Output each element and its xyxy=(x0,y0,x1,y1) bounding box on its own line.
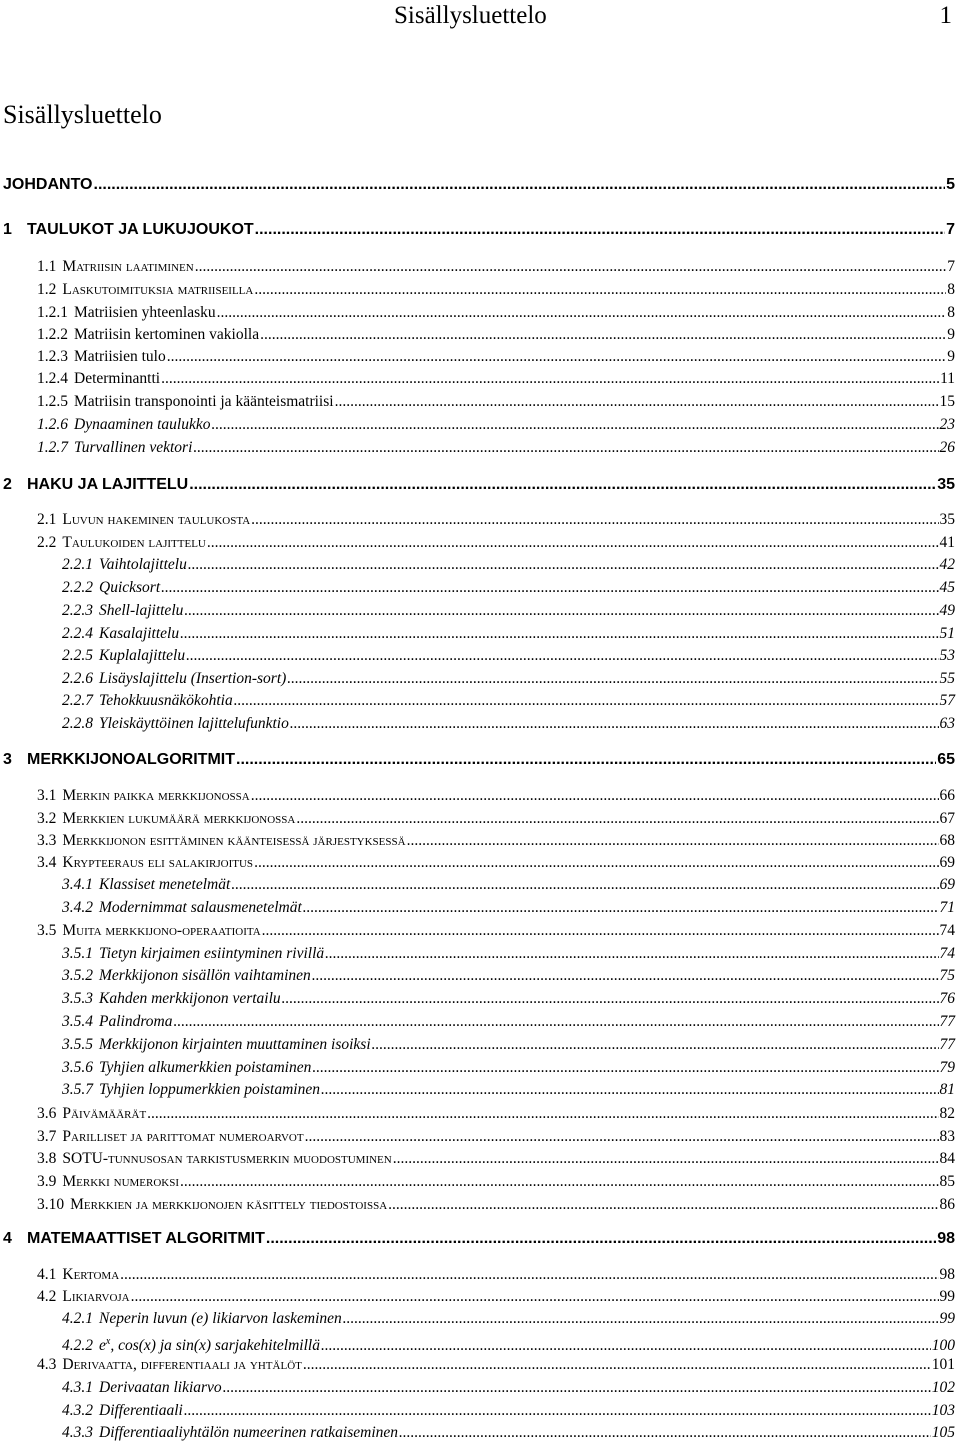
toc-entry-title: Derivaatta, differentiaali ja yhtälöt xyxy=(62,1356,302,1373)
toc-leader-dots xyxy=(207,532,939,554)
toc-entry[interactable] xyxy=(62,713,955,735)
toc-entry[interactable] xyxy=(37,324,955,346)
toc-entry-number: 3.5.5 xyxy=(62,1036,93,1053)
toc-entry-number: 3.5.1 xyxy=(62,945,93,962)
toc-entry-number: 4.1 xyxy=(37,1266,57,1283)
toc-entry-title: Dynaaminen taulukko xyxy=(74,416,211,433)
toc-entry-title: $e^x$, cos(x) ja sin(x) sarjakehitelmillä xyxy=(99,1336,320,1355)
toc-entry-page: 98 xyxy=(937,1230,955,1247)
toc-entry-page: 86 xyxy=(939,1196,955,1213)
toc-entry[interactable] xyxy=(37,437,955,459)
toc-entry-title: Kasalajittelu xyxy=(99,625,180,642)
toc-entry-title: Päivämäärät xyxy=(62,1105,147,1122)
toc-entry-title: MERKKIJONOALGORITMIT xyxy=(27,751,235,768)
toc-leader-dots xyxy=(217,302,947,324)
toc-entry-page: 100 xyxy=(931,1337,955,1355)
toc-entry-page: 69 xyxy=(939,854,955,871)
toc-entry-title: JOHDANTO xyxy=(3,176,93,193)
toc-entry[interactable] xyxy=(62,874,955,896)
toc-entry-title: HAKU JA LAJITTELU xyxy=(27,476,189,493)
toc-entry-title: TAULUKOT JA LUKUJOUKOT xyxy=(27,221,254,238)
toc-entry-number: 2.2.4 xyxy=(62,625,93,642)
toc-entry[interactable] xyxy=(37,1171,955,1193)
toc-entry-title: Taulukoiden lajittelu xyxy=(62,534,206,551)
toc-entry[interactable] xyxy=(37,1194,955,1216)
toc-entry-number: 3.9 xyxy=(37,1173,57,1190)
toc-leader-dots xyxy=(254,852,938,874)
toc-entry-number: 2.2.1 xyxy=(62,556,93,573)
toc-entry-title: Krypteeraus eli salakirjoitus xyxy=(62,854,254,871)
toc-entry-title: Likiarvoja xyxy=(62,1288,130,1305)
toc-leader-dots xyxy=(262,920,939,942)
toc-entry[interactable] xyxy=(3,219,955,241)
toc-entry-page: 98 xyxy=(939,1266,955,1283)
toc-entry-title: Luvun hakeminen taulukosta xyxy=(62,511,251,528)
toc-entry-page: 75 xyxy=(939,967,955,984)
toc-entry-number: 4.3.3 xyxy=(62,1424,93,1441)
toc-leader-dots xyxy=(305,1126,939,1148)
toc-entry-page: 74 xyxy=(939,922,955,939)
toc-leader-dots xyxy=(260,324,946,346)
toc-leader-dots xyxy=(399,1422,931,1444)
toc-entry-title: Matriisin kertominen vakiolla xyxy=(74,326,260,343)
toc-entry[interactable] xyxy=(3,474,955,496)
toc-entry[interactable] xyxy=(62,668,955,690)
header-title: Sisällysluettelo xyxy=(394,2,547,29)
toc-entry[interactable] xyxy=(37,1264,955,1286)
toc-entry-title: Differentiaaliyhtälön numeerinen ratkaiseminen xyxy=(99,1424,399,1441)
toc-entry[interactable] xyxy=(62,1079,955,1101)
page-header xyxy=(0,0,960,34)
toc-entry-title: Laskutoimituksia matriiseilla xyxy=(62,281,254,298)
toc-entry-page: 74 xyxy=(939,945,955,962)
toc-leader-dots xyxy=(282,988,939,1010)
toc-entry[interactable] xyxy=(62,1400,955,1422)
toc-entry-title: Muita merkkijono-operaatioita xyxy=(62,922,261,939)
toc-leader-dots xyxy=(180,1171,938,1193)
toc-entry[interactable] xyxy=(37,1286,955,1308)
toc-leader-dots xyxy=(312,1057,938,1079)
toc-entry[interactable] xyxy=(62,1011,955,1033)
toc-entry-number: 1.2.4 xyxy=(37,370,68,387)
toc-leader-dots xyxy=(167,346,947,368)
toc-entry-page: 51 xyxy=(939,625,955,642)
toc-entry-number: 1.2 xyxy=(37,281,57,298)
toc-entry[interactable] xyxy=(37,920,955,942)
toc-entry-number: 3.5.7 xyxy=(62,1081,93,1098)
toc-entry-number: 2.2.3 xyxy=(62,602,93,619)
toc-entry-title: Merkkijonon esittäminen käänteisessä järjestyksessä xyxy=(62,832,406,849)
toc-entry-title: MATEMAATTISET ALGORITMIT xyxy=(27,1230,265,1247)
toc-leader-dots xyxy=(223,1377,931,1399)
toc-leader-dots xyxy=(343,1308,939,1330)
toc-entry[interactable] xyxy=(37,1148,955,1170)
toc-entry[interactable] xyxy=(62,600,955,622)
toc-leader-dots xyxy=(296,808,938,830)
toc-entry-number: 2.2.5 xyxy=(62,647,93,664)
toc-leader-dots xyxy=(193,437,938,459)
toc-entry-number: 4.3 xyxy=(37,1356,57,1373)
toc-entry-number: 2.2 xyxy=(37,534,57,551)
header-page-number: 1 xyxy=(939,2,952,29)
toc-entry-page: 49 xyxy=(939,602,955,619)
toc-entry-number: 2 xyxy=(3,476,12,493)
toc-entry[interactable] xyxy=(62,988,955,1010)
toc-entry[interactable] xyxy=(37,808,955,830)
toc-leader-dots xyxy=(184,1400,931,1422)
toc-entry-title: Tyhjien loppumerkkien poistaminen xyxy=(99,1081,320,1098)
toc-entry-number: 3.5.3 xyxy=(62,990,93,1007)
toc-entry-number: 4.2 xyxy=(37,1288,57,1305)
toc-leader-dots xyxy=(184,600,938,622)
toc-entry[interactable] xyxy=(62,554,955,576)
toc-entry-title: Derivaatan likiarvo xyxy=(99,1379,222,1396)
toc-entry[interactable] xyxy=(37,1354,955,1376)
toc-entry[interactable] xyxy=(3,1228,955,1250)
toc-entry-page: 76 xyxy=(939,990,955,1007)
toc-entry[interactable] xyxy=(37,302,955,324)
toc-leader-dots xyxy=(161,577,938,599)
toc-entry-title: Tyhjien alkumerkkien poistaminen xyxy=(99,1059,312,1076)
toc-entry[interactable] xyxy=(62,1057,955,1079)
toc-entry-page: 79 xyxy=(939,1059,955,1076)
toc-entry-title: Yleiskäyttöinen lajittelufunktio xyxy=(99,715,289,732)
toc-leader-dots xyxy=(231,874,938,896)
toc-leader-dots xyxy=(335,391,939,413)
toc-entry-title: Merkkien lukumäärä merkkijonossa xyxy=(62,810,296,827)
toc-entry-title: Matriisien tulo xyxy=(74,348,166,365)
toc-leader-dots xyxy=(372,1034,939,1056)
toc-entry-page: 81 xyxy=(939,1081,955,1098)
toc-entry-number: 3.3 xyxy=(37,832,57,849)
toc-entry-number: 1.2.6 xyxy=(37,416,68,433)
toc-entry-page: 66 xyxy=(939,787,955,804)
toc-entry-page: 71 xyxy=(939,899,955,916)
toc-entry-number: 3.4.2 xyxy=(62,899,93,916)
toc-entry[interactable] xyxy=(62,1422,955,1444)
toc-entry-title: Quicksort xyxy=(99,579,161,596)
toc-entry-page: 63 xyxy=(939,715,955,732)
toc-entry-title: Merkki numeroksi xyxy=(62,1173,180,1190)
toc-entry-page: 84 xyxy=(939,1150,955,1167)
toc-entry-number: 3.4.1 xyxy=(62,876,93,893)
toc-entry-page: 9 xyxy=(947,348,955,365)
toc-entry[interactable] xyxy=(3,174,955,196)
toc-leader-dots xyxy=(321,1079,939,1101)
toc-entry-title: Parilliset ja parittomat numeroarvot xyxy=(62,1128,304,1145)
toc-entry[interactable] xyxy=(37,346,955,368)
toc-entry-title: Vaihtolajittelu xyxy=(99,556,187,573)
toc-entry-number: 3.5.6 xyxy=(62,1059,93,1076)
toc-entry-page: 8 xyxy=(947,304,955,321)
toc-entry-number: 2.2.2 xyxy=(62,579,93,596)
toc-entry[interactable] xyxy=(62,943,955,965)
toc-entry-title: Turvallinen vektori xyxy=(74,439,193,456)
toc-entry-number: 3.10 xyxy=(37,1196,65,1213)
toc-entry-page: 35 xyxy=(939,511,955,528)
toc-entry-page: 105 xyxy=(931,1424,955,1441)
toc-leader-dots xyxy=(407,830,939,852)
toc-entry-page: 23 xyxy=(939,416,955,433)
toc-leader-dots xyxy=(393,1148,939,1170)
toc-entry-title: Lisäyslajittelu (Insertion-sort) xyxy=(99,670,287,687)
toc-entry-page: 7 xyxy=(947,258,955,275)
toc-leader-dots xyxy=(234,690,939,712)
toc-entry-page: 99 xyxy=(939,1288,955,1305)
toc-entry[interactable] xyxy=(62,577,955,599)
toc-leader-dots xyxy=(266,1228,936,1250)
toc-entry-number: 3.7 xyxy=(37,1128,57,1145)
toc-entry-page: 9 xyxy=(947,326,955,343)
toc-entry-page: 85 xyxy=(939,1173,955,1190)
toc-leader-dots xyxy=(147,1103,938,1125)
toc-entry-title: Kuplalajittelu xyxy=(99,647,186,664)
toc-entry-title: Determinantti xyxy=(74,370,161,387)
toc-entry[interactable] xyxy=(62,645,955,667)
toc-leader-dots xyxy=(180,623,938,645)
toc-entry-title: Merkkijonon sisällön vaihtaminen xyxy=(99,967,311,984)
toc-entry-number: 1.2.3 xyxy=(37,348,68,365)
toc-leader-dots xyxy=(131,1286,939,1308)
toc-entry-number: 4.3.1 xyxy=(62,1379,93,1396)
toc-entry-page: 65 xyxy=(937,751,955,768)
toc-entry-page: 67 xyxy=(939,810,955,827)
toc-entry-number: 3.2 xyxy=(37,810,57,827)
toc-leader-dots xyxy=(173,1011,938,1033)
toc-entry-number: 1.2.5 xyxy=(37,393,68,410)
toc-entry-number: 3.5.2 xyxy=(62,967,93,984)
toc-entry-page: 77 xyxy=(939,1013,955,1030)
toc-entry-page: 83 xyxy=(939,1128,955,1145)
toc-entry[interactable] xyxy=(37,279,955,301)
toc-entry[interactable] xyxy=(37,256,955,278)
toc-entry[interactable] xyxy=(37,414,955,436)
toc-entry-page: 7 xyxy=(946,221,955,238)
toc-leader-dots xyxy=(290,713,939,735)
toc-entry-page: 11 xyxy=(940,370,955,387)
toc-leader-dots xyxy=(325,943,938,965)
toc-leader-dots xyxy=(388,1194,938,1216)
toc-entry-number: 4.2.1 xyxy=(62,1310,93,1327)
toc-leader-dots xyxy=(254,279,946,301)
toc-entry-number: 1 xyxy=(3,221,12,238)
toc-entry-number: 2.2.7 xyxy=(62,692,93,709)
toc-entry-number: 1.2.7 xyxy=(37,439,68,456)
toc-entry-title: Tietyn kirjaimen esiintyminen rivillä xyxy=(99,945,325,962)
toc-entry[interactable] xyxy=(37,852,955,874)
toc-entry-title: Modernimmat salausmenetelmät xyxy=(99,899,302,916)
toc-entry-number: 2.2.6 xyxy=(62,670,93,687)
toc-entry-page: 8 xyxy=(947,281,955,298)
toc-entry-number: 4.3.2 xyxy=(62,1402,93,1419)
toc-entry[interactable] xyxy=(37,830,955,852)
toc-entry[interactable] xyxy=(62,1377,955,1399)
toc-entry-title: Neperin luvun (e) likiarvon laskeminen xyxy=(99,1310,342,1327)
toc-entry-title: Palindroma xyxy=(99,1013,173,1030)
toc-entry[interactable] xyxy=(3,749,955,771)
toc-entry-number: 3 xyxy=(3,751,12,768)
toc-entry-title: Merkkijonon kirjainten muuttaminen isoiksi xyxy=(99,1036,371,1053)
toc-entry-title: Differentiaali xyxy=(99,1402,183,1419)
toc-entry-title: Matriisien yhteenlasku xyxy=(74,304,216,321)
toc-leader-dots xyxy=(312,965,939,987)
toc-entry-page: 55 xyxy=(939,670,955,687)
toc-entry-page: 15 xyxy=(939,393,955,410)
toc-entry[interactable] xyxy=(62,897,955,919)
toc-entry-page: 45 xyxy=(939,579,955,596)
toc-entry-page: 53 xyxy=(939,647,955,664)
toc-leader-dots xyxy=(211,414,938,436)
toc-entry[interactable] xyxy=(62,690,955,712)
toc-leader-dots xyxy=(195,256,947,278)
toc-entry[interactable] xyxy=(37,1103,955,1125)
toc-entry[interactable] xyxy=(62,1308,955,1330)
toc-entry-page: 35 xyxy=(937,476,955,493)
toc-entry-title: Shell-lajittelu xyxy=(99,602,184,619)
toc-leader-dots xyxy=(189,474,936,496)
toc-entry-number: 3.8 xyxy=(37,1150,57,1167)
toc-leader-dots xyxy=(236,749,936,771)
toc-entry-number: 3.5.4 xyxy=(62,1013,93,1030)
toc-entry-page: 68 xyxy=(939,832,955,849)
toc-entry-page: 82 xyxy=(939,1105,955,1122)
toc-leader-dots xyxy=(303,897,939,919)
toc-entry-page: 69 xyxy=(939,876,955,893)
toc-leader-dots xyxy=(303,1354,931,1376)
toc-entry-page: 77 xyxy=(939,1036,955,1053)
toc-entry-number: 1.2.1 xyxy=(37,304,68,321)
toc-leader-dots xyxy=(188,554,939,576)
toc-entry[interactable] xyxy=(37,1126,955,1148)
toc-entry[interactable] xyxy=(37,785,955,807)
toc-entry-number: 2.2.8 xyxy=(62,715,93,732)
toc-entry-number: 3.4 xyxy=(37,854,57,871)
toc-entry[interactable] xyxy=(37,509,955,531)
toc-entry-page: 42 xyxy=(939,556,955,573)
toc-entry[interactable] xyxy=(37,391,955,413)
toc-entry-page: 99 xyxy=(939,1310,955,1327)
toc-entry-number: 4 xyxy=(3,1230,12,1247)
toc-entry[interactable] xyxy=(62,1034,955,1056)
toc-leader-dots xyxy=(186,645,938,667)
toc-entry-title: SOTU-tunnusosan tarkistusmerkin muodostuminen xyxy=(62,1150,392,1167)
toc-entry-number: 3.5 xyxy=(37,922,57,939)
toc-leader-dots xyxy=(251,785,939,807)
toc-entry-number: 1.1 xyxy=(37,258,57,275)
toc-entry-page: 57 xyxy=(939,692,955,709)
toc-leader-dots xyxy=(120,1264,938,1286)
toc-entry-title: Merkin paikka merkkijonossa xyxy=(62,787,250,804)
toc-entry[interactable] xyxy=(62,965,955,987)
toc-entry-number: 1.2.2 xyxy=(37,326,68,343)
toc-entry-title: Matriisin transponointi ja käänteismatriisi xyxy=(74,393,334,410)
toc-leader-dots xyxy=(94,174,946,196)
toc-entry-title: Klassiset menetelmät xyxy=(99,876,231,893)
toc-entry[interactable] xyxy=(37,368,955,390)
toc-entry[interactable] xyxy=(62,623,955,645)
toc-entry-title: Matriisin laatiminen xyxy=(62,258,194,275)
toc-entry-title: Merkkien ja merkkijonojen käsittely tiedostoissa xyxy=(70,1196,388,1213)
toc-leader-dots xyxy=(255,219,945,241)
toc-entry-page: 102 xyxy=(931,1379,955,1396)
toc-entry-page: 103 xyxy=(931,1402,955,1419)
toc-leader-dots xyxy=(251,509,938,531)
toc-entry-title: Kertoma xyxy=(62,1266,120,1283)
toc-title: Sisällysluettelo xyxy=(3,100,162,129)
toc-entry[interactable] xyxy=(62,1331,955,1353)
toc-entry-number: 2.1 xyxy=(37,511,57,528)
toc-entry-page: 101 xyxy=(931,1356,955,1373)
toc-entry-number: 4.2.2 xyxy=(62,1337,93,1355)
toc-entry-title: Tehokkuusnäkökohtia xyxy=(99,692,233,709)
toc-entry-page: 41 xyxy=(939,534,955,551)
toc-entry-number: 3.6 xyxy=(37,1105,57,1122)
toc-entry-page: 5 xyxy=(946,176,955,193)
toc-entry-title: Kahden merkkijonon vertailu xyxy=(99,990,281,1007)
toc-entry-page: 26 xyxy=(939,439,955,456)
toc-entry[interactable] xyxy=(37,532,955,554)
toc-entry-number: 3.1 xyxy=(37,787,57,804)
toc-leader-dots xyxy=(161,368,939,390)
toc-leader-dots xyxy=(287,668,938,690)
